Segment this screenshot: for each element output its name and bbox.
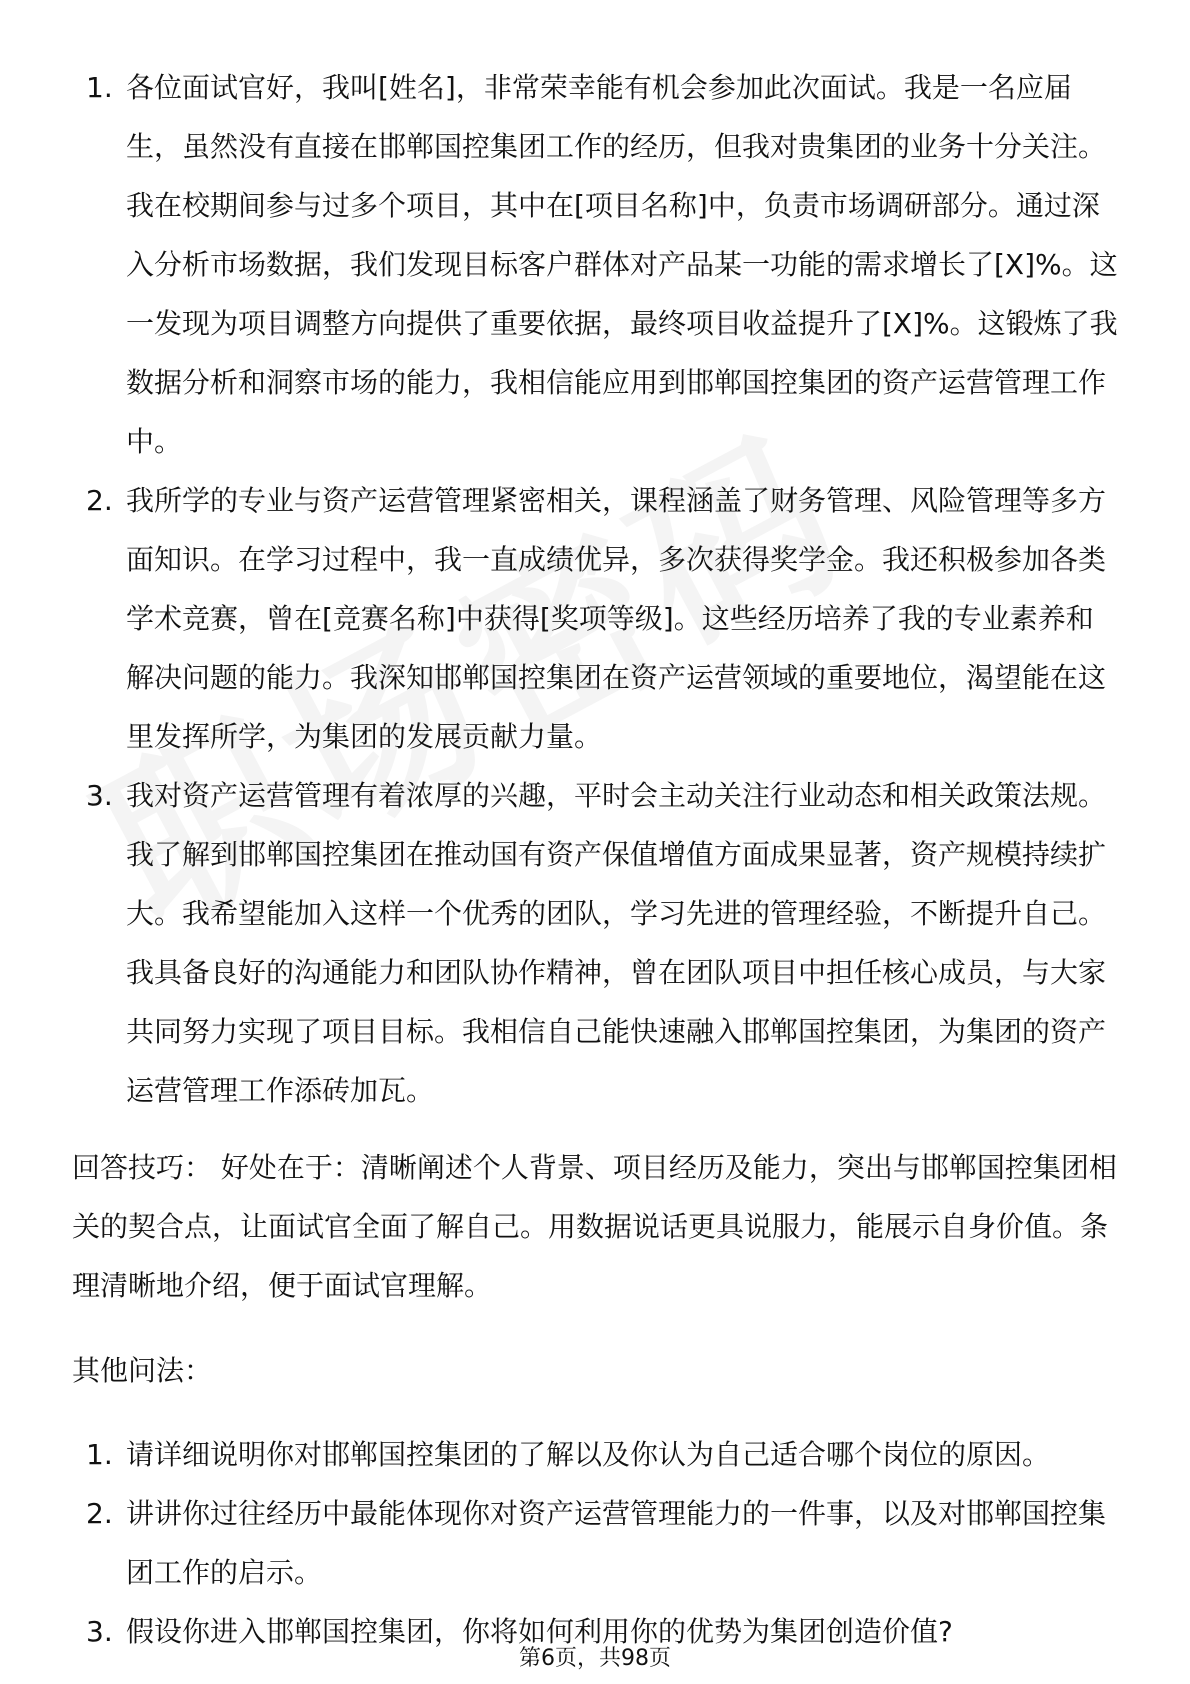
answer-item-2: 我所学的专业与资产运营管理紧密相关，课程涵盖了财务管理、风险管理等多方面知识。在学习过程中，我一直成绩优异，多次获得奖学金。我还积极参加各类学术竞赛，曾在[竞赛名称]中获得[奖项等级]。这些经历培养了我的专业素养和解决问题的能力。我深知邯郸国控集团在资产运营领域的重要地位，渴望能在这里发挥所学，为集团的发展贡献力量。	[126, 484, 1107, 753]
other-questions-list	[72, 1425, 1118, 1661]
answer-item-1: 各位面试官好，我叫[姓名]，非常荣幸能有机会参加此次面试。我是一名应届生，虽然没有直接在邯郸国控集团工作的经历，但我对贵集团的业务十分关注。我在校期间参与过多个项目，其中在[项目名称]中，负责市场调研部分。通过深入分析市场数据，我们发现目标客户群体对产品某一功能的需求增长了[X]%。这一发现为项目调整方向提供了重要依据，最终项目收益提升了[X]%。这锻炼了我数据分析和洞察市场的能力，我相信能应用到邯郸国控集团的资产运营管理工作中。	[126, 71, 1118, 458]
page-content	[72, 58, 1118, 1661]
answer-list	[72, 58, 1118, 1120]
page-number-footer: 第6页，共98页	[519, 1646, 671, 1671]
other-question-item-1: 请详细说明你对邯郸国控集团的了解以及你认为自己适合哪个岗位的原因。	[126, 1438, 1051, 1471]
answer-item-3: 我对资产运营管理有着浓厚的兴趣，平时会主动关注行业动态和相关政策法规。我了解到邯郸国控集团在推动国有资产保值增值方面成果显著，资产规模持续扩大。我希望能加入这样一个优秀的团队，学习先进的管理经验，不断提升自己。我具备良好的沟通能力和团队协作精神，曾在团队项目中担任核心成员，与大家共同努力实现了项目目标。我相信自己能快速融入邯郸国控集团，为集团的资产运营管理工作添砖加瓦。	[126, 779, 1107, 1107]
other-question-item-2: 讲讲你过往经历中最能体现你对资产运营管理能力的一件事，以及对邯郸国控集团工作的启示。	[126, 1497, 1107, 1589]
other-question-item-3: 假设你进入邯郸国控集团，你将如何利用你的优势为集团创造价值?	[126, 1615, 953, 1648]
answer-tips-paragraph: 回答技巧： 好处在于：清晰阐述个人背景、项目经历及能力，突出与邯郸国控集团相关的契合点，让面试官全面了解自己。用数据说话更具说服力，能展示自身价值。条理清晰地介绍，便于面试官理解。	[72, 1151, 1117, 1302]
other-questions-heading: 其他问法：	[72, 1354, 213, 1387]
